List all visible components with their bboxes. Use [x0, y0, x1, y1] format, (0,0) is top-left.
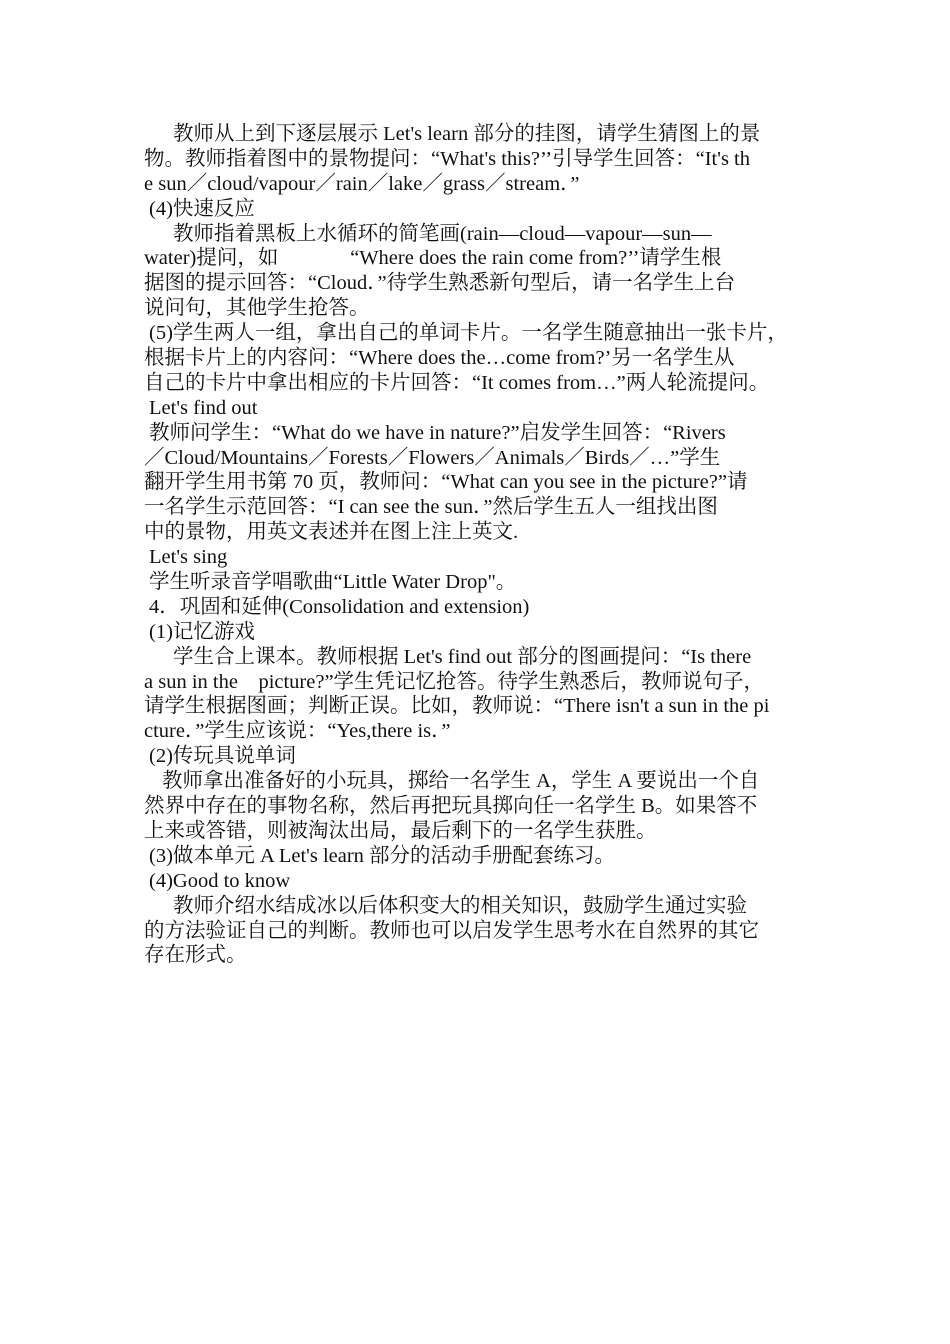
paragraph-line: water)提问，如 “Where does the rain come from?’’请学生根 [144, 247, 722, 270]
section-heading: (2)传玩具说单词 [149, 745, 296, 768]
paragraph-line: 物。教师指着图中的景物提问：“What's this?’’引导学生回答：“It's th [144, 147, 750, 170]
section-heading: Let's find out [149, 396, 258, 419]
section-heading: (4)快速反应 [149, 197, 255, 220]
paragraph-line: 教师指着黑板上水循环的简笔画(rain—cloud—vapour—sun— [173, 222, 712, 245]
section-heading: (3)做本单元 A Let's learn 部分的活动手册配套练习。 [149, 844, 616, 867]
paragraph-line: 存在形式。 [144, 944, 247, 967]
paragraph-line: 学生听录音学唱歌曲“Little Water Drop"。 [149, 571, 517, 594]
paragraph-line: 教师介绍水结成冰以后体积变大的相关知识，鼓励学生通过实验 [173, 894, 747, 917]
paragraph-line: 中的景物，用英文表述并在图上注上英文. [144, 521, 519, 544]
paragraph-line: ／Cloud/Mountains／Forests／Flowers／Animals／Birds／…”学生 [144, 446, 721, 469]
paragraph-line: cture．”学生应该说：“Yes,there is．” [144, 720, 451, 743]
paragraph-line: a sun in the picture?”学生凭记忆抢答。待学生熟悉后，教师说句子， [144, 670, 765, 693]
paragraph-line: 的方法验证自己的判断。教师也可以启发学生思考水在自然界的其它 [144, 919, 759, 942]
paragraph-line: 教师从上到下逐层展示 Let's learn 部分的挂图，请学生猜图上的景 [173, 123, 761, 145]
paragraph-line: (5)学生两人一组，拿出自己的单词卡片。一名学生随意抽出一张卡片， [149, 322, 788, 345]
document-body [144, 122, 824, 968]
paragraph-line: 教师问学生：“What do we have in nature?”启发学生回答：“Rivers [149, 421, 726, 444]
paragraph-line: 说问句，其他学生抢答。 [144, 297, 370, 320]
paragraph-line: 根据卡片上的内容问：“Where does the…come from?’另一名学生从 [144, 347, 735, 370]
paragraph-line: 学生合上课本。教师根据 Let's find out 部分的图画提问：“Is there [173, 645, 752, 668]
paragraph-line: 请学生根据图画；判断正误。比如，教师说：“There isn't a sun in the pi [144, 695, 770, 718]
section-heading: (4)Good to know [149, 869, 291, 892]
paragraph-line: 一名学生示范回答：“I can see the sun．”然后学生五人一组找出图 [144, 496, 718, 519]
paragraph-line: 教师拿出准备好的小玩具，掷给一名学生 A，学生 A 要说出一个自 [162, 770, 760, 793]
section-heading: 4．巩固和延伸(Consolidation and extension) [149, 595, 530, 618]
section-heading: (1)记忆游戏 [149, 620, 255, 643]
paragraph-line: 自己的卡片中拿出相应的卡片回答：“It comes from…”两人轮流提问。 [144, 371, 770, 394]
paragraph-line: 上来或答错，则被淘汰出局，最后剩下的一名学生获胜。 [144, 819, 657, 842]
paragraph-line: 据图的提示回答：“Cloud．”待学生熟悉新句型后，请一名学生上台 [144, 272, 736, 295]
paragraph-line: e sun／cloud/vapour／rain／lake／grass／stream．” [144, 172, 580, 195]
paragraph-line: 翻开学生用书第 70 页，教师问：“What can you see in the picture?”请 [144, 471, 748, 494]
paragraph-line: 然界中存在的事物名称，然后再把玩具掷向任一名学生 B。如果答不 [144, 795, 758, 818]
section-heading: Let's sing [149, 546, 228, 569]
